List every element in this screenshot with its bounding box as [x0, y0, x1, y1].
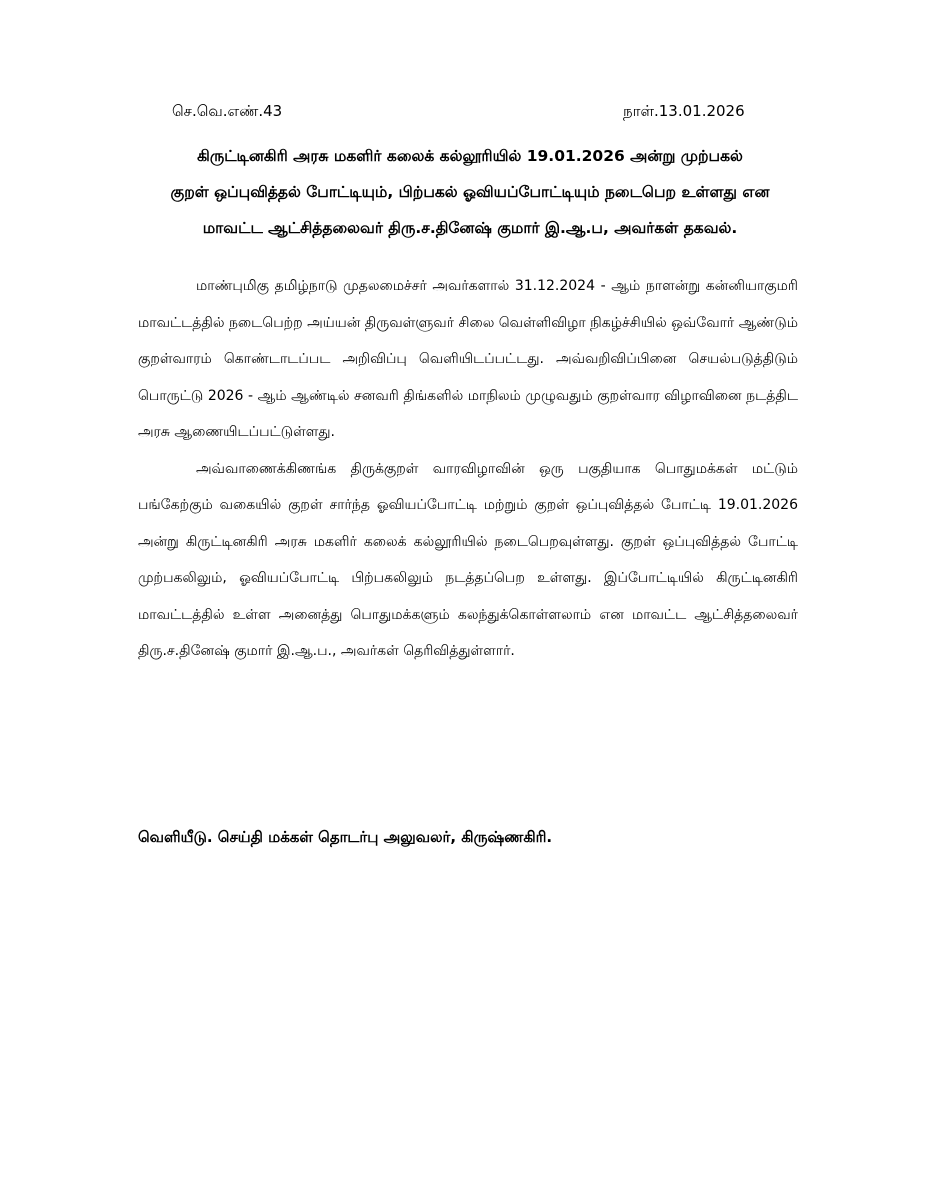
headline-line-1: கிருட்டினகிரி அரசு மகளிர் கலைக் கல்லூரியில் 19.01.2026 அன்று முற்பகல்: [197, 147, 743, 165]
headline-line-3: மாவட்ட ஆட்சித்தலைவர் திரு.ச.தினேஷ் குமார் இ.ஆ.ப, அவர்கள் தகவல்.: [202, 219, 738, 237]
paragraph-1: மாண்புமிகு தமிழ்நாடு முதலமைச்சர் அவர்களால் 31.12.2024 - ஆம் நாளன்று கன்னியாகுமரி மாவட்டத்தில் நடைபெற்ற அய்யன் திருவள்ளுவர் சிலை வெள்ளிவிழா நிகழ்ச்சியில் ஒவ்வோர் ஆண்டும் குறள்வாரம் கொண்டாடப்பட அறிவிப்பு வெளியிடப்பட்டது. அவ்வறிவிப்பினை செயல்படுத்திடும் பொருட்டு 2026 - ஆம் ஆண்டில் சனவரி திங்களில் மாநிலம் முழுவதும் குறள்வார விழாவினை நடத்திட அரசு ஆணையிடப்பட்டுள்ளது.: [138, 278, 798, 440]
reference-row: [0, 102, 931, 126]
release-date: நாள்.13.01.2026: [623, 102, 745, 120]
headline-line-2: குறள் ஒப்புவித்தல் போட்டியும், பிற்பகல் ஓவியப்போட்டியும் நடைபெற உள்ளது என: [170, 183, 770, 201]
publisher-line: வெளியீடு. செய்தி மக்கள் தொடர்பு அலுவலர், கிருஷ்ணகிரி.: [138, 828, 553, 846]
body-text: [138, 268, 798, 670]
headline: [130, 138, 810, 246]
paragraph-2: அவ்வாணைக்கிணங்க திருக்குறள் வாரவிழாவின் ஒரு பகுதியாக பொதுமக்கள் மட்டும் பங்கேற்கும் வகையில் குறள் சார்ந்த ஓவியப்போட்டி மற்றும் குறள் ஒப்புவித்தல் போட்டி 19.01.2026 அன்று கிருட்டினகிரி அரசு மகளிர் கலைக் கல்லூரியில் நடைபெறவுள்ளது. குறள் ஒப்புவித்தல் போட்டி முற்பகலிலும், ஓவியப்போட்டி பிற்பகலிலும் நடத்தப்பெற உள்ளது. இப்போட்டியில் கிருட்டினகிரி மாவட்டத்தில் உள்ள அனைத்து பொதுமக்களும் கலந்துக்கொள்ளலாம் என மாவட்ட ஆட்சித்தலைவர் திரு.ச.தினேஷ் குமார் இ.ஆ.ப., அவர்கள் தெரிவித்துள்ளார்.: [138, 460, 798, 659]
reference-number: செ.வெ.எண்.43: [172, 102, 283, 120]
